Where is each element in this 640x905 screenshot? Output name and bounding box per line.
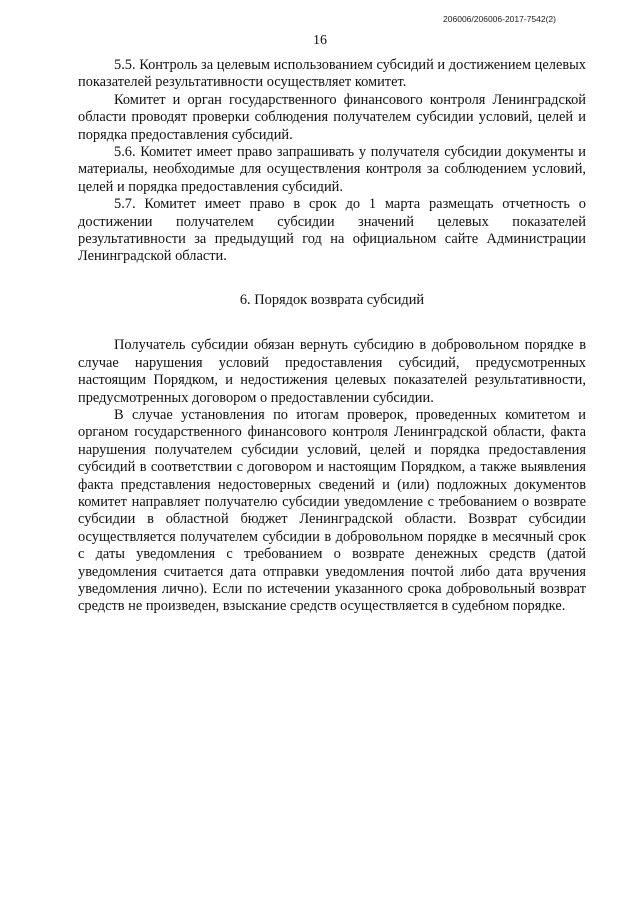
paragraph-5-6: 5.6. Комитет имеет право запрашивать у получателя субсидии документы и материалы, необходимые для осуществления контроля за соблюдением условий, целей и порядка предоставления субсидий.: [78, 144, 586, 195]
page-number: 16: [313, 33, 327, 48]
paragraph-return-procedure: В случае установления по итогам проверок, проведенных комитетом и органом государственного финансового контроля Ленинградской области, факта нарушения получателем субсидии условий, целей и порядка предоставления субсидий в соответствии с договором и настоящим Порядком, а также выявления факта представления недостоверных сведений и (или) подложных документов комитет направляет получателю субсидии уведомление с требованием о возврате субсидии в областной бюджет Ленинградской области. Возврат субсидии осуществляется получателем субсидии в добровольном порядке в месячный срок с даты уведомления с требованием о возврате денежных средств (датой уведомления считается дата отправки уведомления почтой либо дата вручения уведомления лично). Если по истечении указанного срока добровольный возврат средств не произведен, взыскание средств осуществляется в судебном порядке.: [78, 406, 586, 615]
section-heading: 6. Порядок возврата субсидий: [239, 291, 425, 308]
document-body: [78, 57, 586, 616]
paragraph-5-5: 5.5. Контроль за целевым использованием субсидий и достижением целевых показателей результативности осуществляет комитет.: [78, 57, 586, 91]
paragraph-5-7: 5.7. Комитет имеет право в срок до 1 марта размещать отчетность о достижении получателем субсидии значений целевых показателей результативности за предыдущий год на официальном сайте Администрации Ленинградской области.: [78, 196, 586, 265]
paragraph-voluntary-return: Получатель субсидии обязан вернуть субсидию в добровольном порядке в случае нарушения условий предоставления субсидий, предусмотренных настоящим Порядком, и недостижения целевых показателей результативности, предусмотренных договором о предоставлении субсидии.: [78, 337, 586, 406]
paragraph-control-bodies: Комитет и орган государственного финансового контроля Ленинградской области проводят проверки соблюдения получателем субсидии условий, целей и порядка предоставления субсидий.: [78, 91, 586, 143]
document-registration-code: 206006/206006-2017-7542(2): [443, 14, 556, 24]
